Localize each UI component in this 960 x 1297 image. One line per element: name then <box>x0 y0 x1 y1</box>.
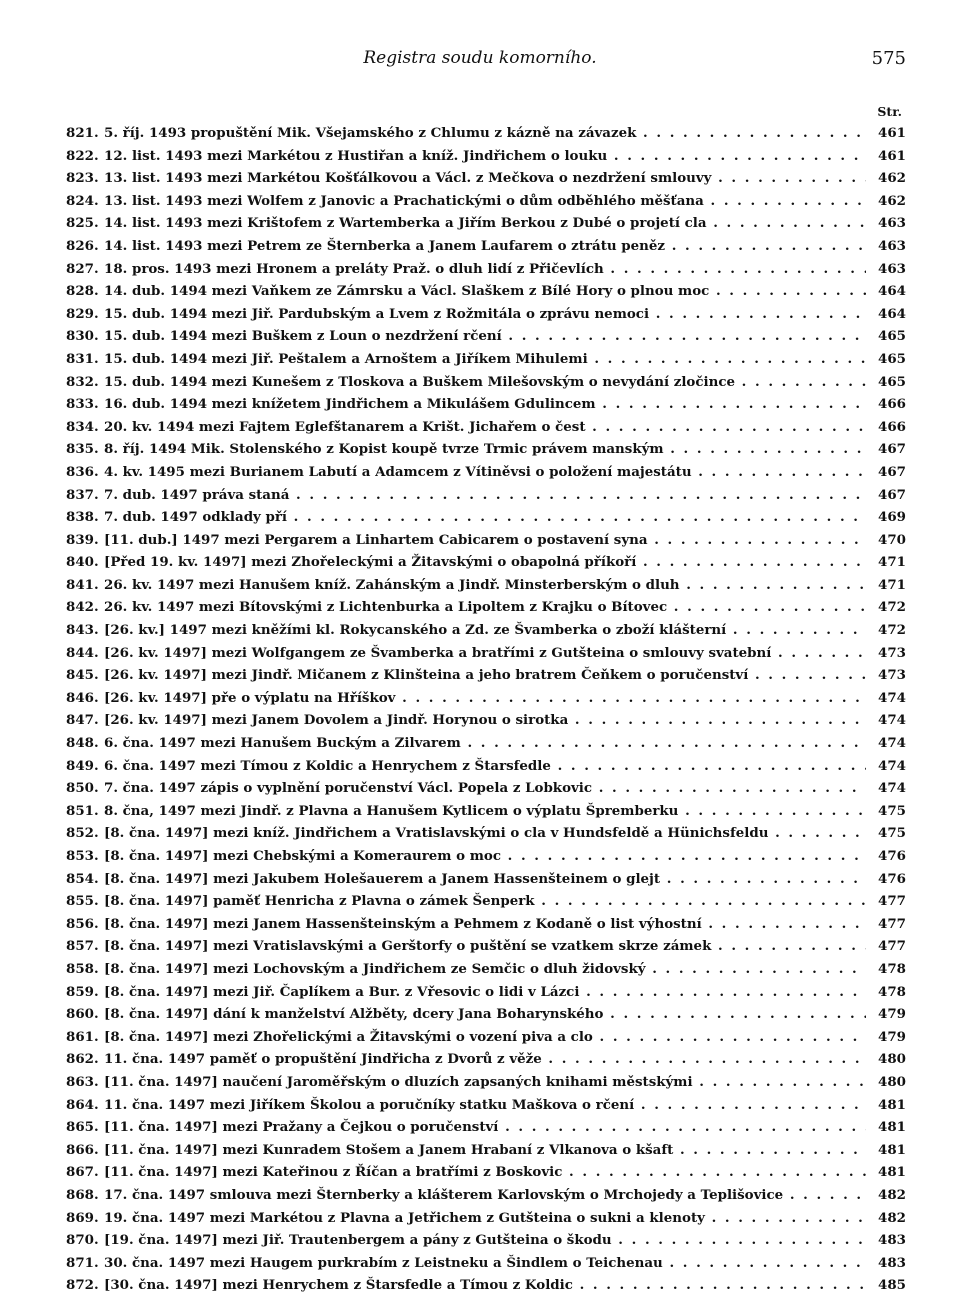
entry-text: 26. kv. 1497 mezi Hanušem kníž. Zahánským a Jindř. Minsterberským o dluh . . . <box>104 574 866 597</box>
entry-number: 830. <box>66 328 99 345</box>
entry-number: 837. <box>66 486 99 503</box>
list-item <box>66 913 906 936</box>
entry-page: 474 <box>866 709 906 732</box>
entry-text: 8. čna, 1497 mezi Jindř. z Plavna a Hanušem Kytlicem o výplatu Špremberku . . . <box>104 800 866 823</box>
list-item <box>66 1048 906 1071</box>
entry-text: [8. čna. 1497] mezi Lochovským a Jindřichem ze Semčic o dluh židovský . . . <box>104 958 866 981</box>
entry-number: 834. <box>66 418 99 435</box>
entry-number: 821. <box>66 125 99 141</box>
entry-number: 867. <box>66 1164 99 1181</box>
entry-page: 477 <box>866 890 906 913</box>
entry-page: 463 <box>866 235 906 258</box>
list-item <box>66 1161 906 1184</box>
entry-number: 840. <box>66 554 99 571</box>
entry-number: 832. <box>66 373 99 390</box>
entry-text: [8. čna. 1497] mezi Janem Hassenšteinským a Pehmem z Kodaně o list výhostní . . . <box>104 913 866 936</box>
list-item <box>66 1252 906 1275</box>
entry-text: 30. čna. 1497 mezi Haugem purkrabím z Leistneku a Šindlem o Teichenau . . . <box>104 1252 866 1275</box>
entry-page: 485 <box>866 1274 906 1297</box>
entry-text: [30. čna. 1497] mezi Henrychem z Štarsfedle a Tímou z Koldic . . . <box>104 1274 866 1297</box>
entry-number: 827. <box>66 260 99 277</box>
entry-number: 851. <box>66 802 99 819</box>
entry-page: 466 <box>866 416 906 439</box>
entry-text: [11. čna. 1497] mezi Kunradem Stošem a Janem Hrabaní z Vlkanova o kšaft . . . <box>104 1139 866 1162</box>
list-item <box>66 1094 906 1117</box>
entry-page: 467 <box>866 484 906 507</box>
entry-page: 461 <box>866 122 906 145</box>
entry-number: 846. <box>66 689 99 706</box>
entry-number: 853. <box>66 848 99 864</box>
entry-page: 466 <box>866 393 906 416</box>
running-head <box>0 48 960 72</box>
entry-page: 469 <box>866 506 906 529</box>
entry-text: 7. čna. 1497 zápis o vyplnění poručenství Václ. Popela z Lobkovic . . . <box>104 777 866 800</box>
entry-number: 864. <box>66 1096 99 1113</box>
entry-number: 854. <box>66 870 99 887</box>
entry-page: 482 <box>866 1207 906 1230</box>
entry-number: 849. <box>66 757 99 774</box>
entry-page: 465 <box>866 371 906 394</box>
entry-number: 826. <box>66 237 99 254</box>
entry-page: 467 <box>866 438 906 461</box>
entry-number: 850. <box>66 780 99 797</box>
entry-page: 476 <box>866 868 906 891</box>
entry-text: [26. kv. 1497] pře o výplatu na Hříškov . . . <box>104 687 866 710</box>
entry-page: 478 <box>866 981 906 1004</box>
entry-number: 843. <box>66 622 99 639</box>
entry-number: 871. <box>66 1254 99 1271</box>
list-item <box>66 687 906 710</box>
entry-text: 18. pros. 1493 mezi Hronem a preláty Praž. o dluh lidí z Přičevlích . . . <box>104 258 866 281</box>
list-item <box>66 642 906 665</box>
entry-page: 474 <box>866 687 906 710</box>
entry-number: 860. <box>66 1006 99 1023</box>
entry-page: 481 <box>866 1094 906 1117</box>
list-item <box>66 574 906 597</box>
entry-page: 473 <box>866 664 906 687</box>
entry-number: 862. <box>66 1051 99 1068</box>
entry-page: 477 <box>866 935 906 958</box>
entry-page: 462 <box>866 190 906 213</box>
list-item <box>66 1116 906 1139</box>
entry-text: 16. dub. 1494 mezi knížetem Jindřichem a Mikulášem Gdulincem . . . <box>104 393 866 416</box>
entry-text: 4. kv. 1495 mezi Burianem Labutí a Adamcem z Vítiněvsi o položení majestátu . . . <box>104 461 866 484</box>
entry-text: 15. dub. 1494 mezi Buškem z Loun o nezdržení rčení . . . <box>104 325 866 348</box>
list-item <box>66 280 906 303</box>
list-item <box>66 777 906 800</box>
entry-number: 823. <box>66 170 99 187</box>
list-item <box>66 190 906 213</box>
list-item <box>66 235 906 258</box>
entry-number: 852. <box>66 825 99 842</box>
entry-number: 847. <box>66 712 99 729</box>
entry-page: 481 <box>866 1161 906 1184</box>
entry-number: 848. <box>66 735 99 752</box>
entry-number: 833. <box>66 396 99 413</box>
list-item <box>66 800 906 823</box>
entry-text: [8. čna. 1497] mezi Jiř. Čaplíkem a Bur. z Vřesovic o lidi v Lázci . . . <box>104 981 866 1004</box>
list-item <box>66 1071 906 1094</box>
entry-text: [8. čna. 1497] mezi Chebskými a Komeraurem o moc . . . <box>104 845 866 868</box>
entry-text: 17. čna. 1497 smlouva mezi Šternberky a klášterem Karlovským o Mrchojedy a Teplišovice . . . <box>104 1184 866 1207</box>
page-column-heading: Str. <box>877 104 902 119</box>
entry-text: 7. dub. 1497 odklady pří . . . <box>104 506 866 529</box>
list-item <box>66 664 906 687</box>
entry-text: [11. čna. 1497] mezi Kateřinou z Říčan a bratřími z Boskovic . . . <box>104 1161 866 1184</box>
entry-number: 856. <box>66 915 99 932</box>
entry-page: 471 <box>866 551 906 574</box>
list-item <box>66 619 906 642</box>
list-item <box>66 1274 906 1297</box>
entry-page: 477 <box>866 913 906 936</box>
list-item <box>66 1184 906 1207</box>
list-item <box>66 303 906 326</box>
entry-text: [11. čna. 1497] naučení Jaroměřským o dluzích zapsaných knihami městskými . . . <box>104 1071 866 1094</box>
entry-page: 480 <box>866 1071 906 1094</box>
entry-text: 14. list. 1493 mezi Petrem ze Šternberka a Janem Laufarem o ztrátu peněz . . . <box>104 235 866 258</box>
entry-text: 12. list. 1493 mezi Markétou z Hustiřan a kníž. Jindřichem o louku . . . <box>104 145 866 168</box>
entry-number: 841. <box>66 576 99 593</box>
entry-page: 483 <box>866 1252 906 1275</box>
entry-number: 857. <box>66 938 99 955</box>
entry-number: 865. <box>66 1119 99 1136</box>
entry-number: 868. <box>66 1186 99 1203</box>
entry-page: 461 <box>866 145 906 168</box>
entry-page: 475 <box>866 822 906 845</box>
list-item <box>66 551 906 574</box>
entry-number: 855. <box>66 893 99 910</box>
list-item <box>66 890 906 913</box>
entry-text: [26. kv. 1497] mezi Jindř. Mičanem z Klinšteina a jeho bratrem Čeňkem o poručenství . . . <box>104 664 866 687</box>
entry-text: [26. kv. 1497] mezi Janem Dovolem a Jindř. Horynou o sirotka . . . <box>104 709 866 732</box>
entry-number: 829. <box>66 305 99 322</box>
entry-text: 20. kv. 1494 mezi Fajtem Eglefštanarem a Krišt. Jichařem o čest . . . <box>104 416 866 439</box>
list-item <box>66 1003 906 1026</box>
entry-text: [8. čna. 1497] mezi Jakubem Holešauerem a Janem Hassenšteinem o glejt . . . <box>104 868 866 891</box>
entry-text: [8. čna. 1497] mezi Vratislavskými a Gerštorfy o puštění se vzatkem skrze zámek . . . <box>104 935 866 958</box>
entry-number: 822. <box>66 147 99 164</box>
entry-page: 465 <box>866 325 906 348</box>
entry-page: 463 <box>866 258 906 281</box>
entry-number: 844. <box>66 644 99 661</box>
entry-page: 482 <box>866 1184 906 1207</box>
list-item <box>66 258 906 281</box>
entry-page: 476 <box>866 845 906 868</box>
entry-text: 13. list. 1493 mezi Wolfem z Janovic a Prachatickými o dům odběhlého měšťana . . . <box>104 190 866 213</box>
list-item <box>66 122 906 145</box>
list-item <box>66 1229 906 1252</box>
entry-text: 15. dub. 1494 mezi Kunešem z Tloskova a Buškem Milešovským o nevydání zločince . . . <box>104 371 866 394</box>
entry-text: 8. říj. 1494 Mik. Stolenského z Kopist koupě tvrze Trmic právem manským . . . <box>104 438 866 461</box>
entry-text: 15. dub. 1494 mezi Jiř. Pardubským a Lvem z Rožmitála o zprávu nemoci . . . <box>104 303 866 326</box>
entry-number: 835. <box>66 441 99 458</box>
entry-number: 859. <box>66 983 99 1000</box>
entry-number: 831. <box>66 350 99 367</box>
entry-page: 481 <box>866 1139 906 1162</box>
entry-page: 479 <box>866 1003 906 1026</box>
list-item <box>66 416 906 439</box>
list-item <box>66 958 906 981</box>
page-number: 575 <box>871 48 906 69</box>
entry-page: 462 <box>866 167 906 190</box>
entry-number: 861. <box>66 1028 99 1045</box>
entry-text: 14. dub. 1494 mezi Vaňkem ze Zámrsku a Václ. Slaškem z Bílé Hory o plnou moc . . . <box>104 280 866 303</box>
list-item <box>66 822 906 845</box>
entry-text: 13. list. 1493 mezi Markétou Košťálkovou a Václ. z Mečkova o nezdržení smlouvy . . . <box>104 167 866 190</box>
entry-text: [8. čna. 1497] mezi kníž. Jindřichem a Vratislavskými o cla v Hundsfeldě a Hünichsfeldu . . . <box>104 822 866 845</box>
list-item <box>66 393 906 416</box>
entry-text: [8. čna. 1497] dání k manželství Alžběty, dcery Jana Boharynského . . . <box>104 1003 866 1026</box>
list-item <box>66 529 906 552</box>
list-item <box>66 732 906 755</box>
entry-number: 869. <box>66 1209 99 1226</box>
entry-page: 467 <box>866 461 906 484</box>
entry-page: 464 <box>866 303 906 326</box>
entry-page: 470 <box>866 529 906 552</box>
list-item <box>66 845 906 868</box>
table-of-contents-list <box>66 122 906 1297</box>
entry-text: 6. čna. 1497 mezi Tímou z Koldic a Henrychem z Štarsfedle . . . <box>104 755 866 778</box>
entry-number: 872. <box>66 1277 99 1294</box>
list-item <box>66 709 906 732</box>
entry-text: [11. dub.] 1497 mezi Pergarem a Linhartem Cabicarem o postavení syna . . . <box>104 529 866 552</box>
entry-text: [11. čna. 1497] mezi Pražany a Čejkou o poručenství . . . <box>104 1116 866 1139</box>
entry-number: 842. <box>66 599 99 616</box>
entry-number: 838. <box>66 509 99 526</box>
entry-page: 483 <box>866 1229 906 1252</box>
entry-number: 858. <box>66 960 99 977</box>
list-item <box>66 935 906 958</box>
list-item <box>66 438 906 461</box>
entry-page: 479 <box>866 1026 906 1049</box>
entry-page: 474 <box>866 755 906 778</box>
entry-text: [26. kv. 1497] mezi Wolfgangem ze Švamberka a bratřími z Gutšteina o smlouvy svatební . . . <box>104 642 866 665</box>
entry-page: 475 <box>866 800 906 823</box>
list-item <box>66 981 906 1004</box>
list-item <box>66 1139 906 1162</box>
entry-page: 465 <box>866 348 906 371</box>
entry-text: [Před 19. kv. 1497] mezi Zhořeleckými a Žitavskými o obapolná příkoří . . . <box>104 551 866 574</box>
entry-text: 14. list. 1493 mezi Krištofem z Wartemberka a Jiřím Berkou z Dubé o projetí cla . . . <box>104 212 866 235</box>
list-item <box>66 596 906 619</box>
entry-page: 480 <box>866 1048 906 1071</box>
list-item <box>66 461 906 484</box>
entry-text: [8. čna. 1497] mezi Zhořelickými a Žitavskými o vození piva a clo . . . <box>104 1026 866 1049</box>
entry-page: 472 <box>866 596 906 619</box>
list-item <box>66 371 906 394</box>
entry-text: 5. říj. 1493 propuštění Mik. Všejamského z Chlumu z kázně na závazek . . . <box>104 122 866 145</box>
list-item <box>66 348 906 371</box>
entry-page: 471 <box>866 574 906 597</box>
entry-page: 481 <box>866 1116 906 1139</box>
list-item <box>66 1026 906 1049</box>
entry-number: 870. <box>66 1232 99 1249</box>
entry-text: 6. čna. 1497 mezi Hanušem Buckým a Zilvarem . . . <box>104 732 866 755</box>
list-item <box>66 506 906 529</box>
entry-page: 478 <box>866 958 906 981</box>
entry-number: 839. <box>66 531 99 548</box>
entry-text: [8. čna. 1497] paměť Henricha z Plavna o zámek Šenperk . . . <box>104 890 866 913</box>
running-title: Registra soudu komorního. <box>363 48 597 68</box>
list-item <box>66 167 906 190</box>
entry-number: 836. <box>66 463 99 480</box>
list-item <box>66 755 906 778</box>
list-item <box>66 868 906 891</box>
entry-number: 845. <box>66 667 99 684</box>
entry-text: 7. dub. 1497 práva staná . . . <box>104 484 866 507</box>
entry-page: 463 <box>866 212 906 235</box>
entry-number: 863. <box>66 1073 99 1090</box>
entry-page: 474 <box>866 732 906 755</box>
entry-number: 866. <box>66 1141 99 1158</box>
entry-number: 828. <box>66 283 99 300</box>
entry-text: 15. dub. 1494 mezi Jiř. Peštalem a Arnoštem a Jiříkem Mihulemi . . . <box>104 348 866 371</box>
entry-text: [26. kv.] 1497 mezi kněžími kl. Rokycanského a Zd. ze Švamberka o zboží klášterní . . . <box>104 619 866 642</box>
entry-number: 824. <box>66 192 99 209</box>
list-item <box>66 1207 906 1230</box>
list-item <box>66 325 906 348</box>
entry-text: 11. čna. 1497 paměť o propuštění Jindřicha z Dvorů z věže . . . <box>104 1048 866 1071</box>
entry-page: 472 <box>866 619 906 642</box>
entry-text: [19. čna. 1497] mezi Jiř. Trautenbergem a pány z Gutšteina o škodu . . . <box>104 1229 866 1252</box>
entry-page: 464 <box>866 280 906 303</box>
list-item <box>66 145 906 168</box>
list-item <box>66 484 906 507</box>
entry-page: 473 <box>866 642 906 665</box>
entry-text: 26. kv. 1497 mezi Bítovskými z Lichtenburka a Lipoltem z Krajku o Bítovec . . . <box>104 596 866 619</box>
list-item <box>66 212 906 235</box>
entry-page: 474 <box>866 777 906 800</box>
entry-number: 825. <box>66 215 99 232</box>
entry-text: 19. čna. 1497 mezi Markétou z Plavna a Jetřichem z Gutšteina o sukni a klenoty . . . <box>104 1207 866 1230</box>
entry-text: 11. čna. 1497 mezi Jiříkem Školou a poručníky statku Maškova o rčení . . . <box>104 1094 866 1117</box>
